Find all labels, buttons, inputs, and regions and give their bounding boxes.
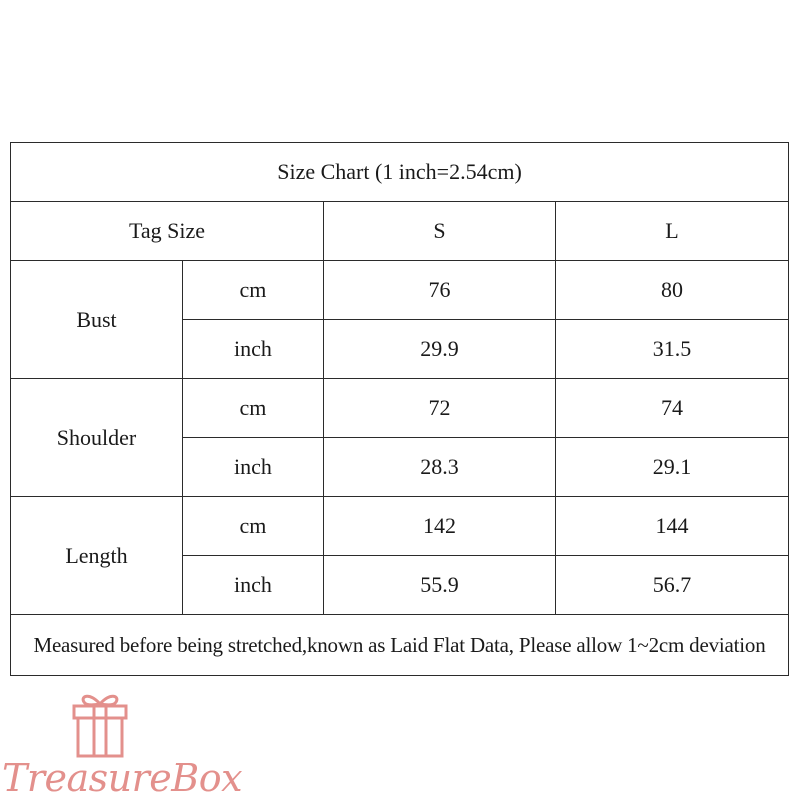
shoulder-inch-l: 29.1 (556, 438, 789, 497)
brand-name: TreasureBox (2, 756, 243, 800)
bust-inch-l: 31.5 (556, 320, 789, 379)
tag-size-header: Tag Size (11, 202, 324, 261)
shoulder-cm-l: 74 (556, 379, 789, 438)
length-inch-s: 55.9 (324, 556, 556, 615)
brand-logo (0, 686, 243, 800)
gift-box-icon (68, 688, 132, 760)
bust-inch-s: 29.9 (324, 320, 556, 379)
shoulder-inch-s: 28.3 (324, 438, 556, 497)
measure-label-bust: Bust (11, 261, 183, 379)
size-header-l: L (556, 202, 789, 261)
measure-label-length: Length (11, 497, 183, 615)
measure-label-shoulder: Shoulder (11, 379, 183, 497)
measurement-note: Measured before being stretched,known as Laid Flat Data, Please allow 1~2cm deviation (11, 615, 789, 676)
bust-cm-s: 76 (324, 261, 556, 320)
shoulder-cm-s: 72 (324, 379, 556, 438)
size-chart-table (10, 142, 789, 676)
unit-label-cm: cm (183, 497, 324, 556)
unit-label-cm: cm (183, 379, 324, 438)
length-cm-s: 142 (324, 497, 556, 556)
unit-label-cm: cm (183, 261, 324, 320)
unit-label-inch: inch (183, 556, 324, 615)
length-cm-l: 144 (556, 497, 789, 556)
bust-cm-l: 80 (556, 261, 789, 320)
unit-label-inch: inch (183, 320, 324, 379)
chart-title: Size Chart (1 inch=2.54cm) (11, 143, 789, 202)
length-inch-l: 56.7 (556, 556, 789, 615)
size-header-s: S (324, 202, 556, 261)
unit-label-inch: inch (183, 438, 324, 497)
